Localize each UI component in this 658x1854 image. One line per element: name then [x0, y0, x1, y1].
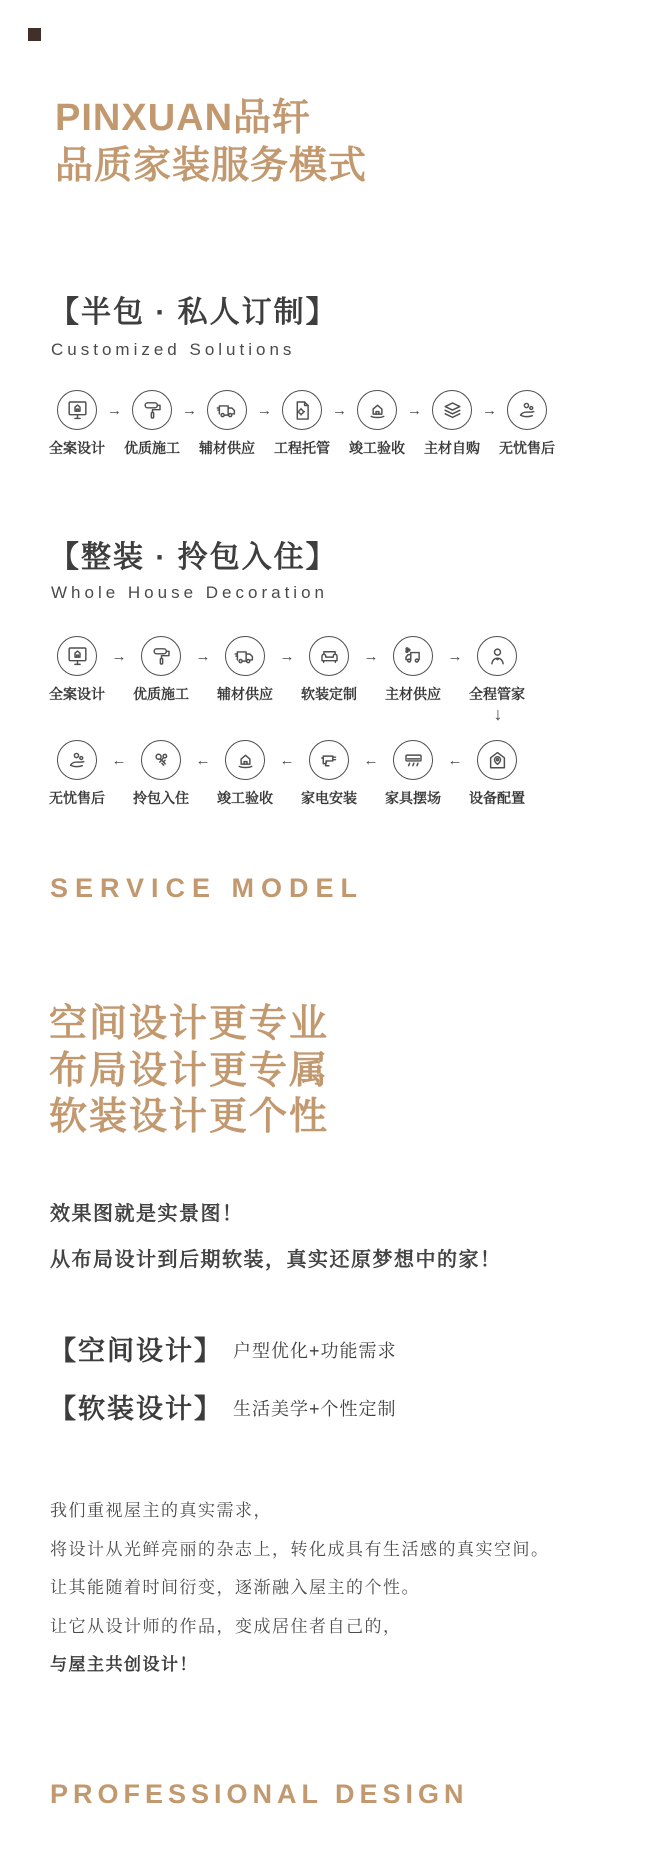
service-step: [198, 390, 256, 458]
service-step-label: 无忧售后: [49, 790, 105, 806]
service-hand-icon: [507, 390, 547, 430]
section-banbao-subtitle: Customized Solutions: [51, 340, 296, 359]
delivery-truck-icon: [225, 636, 265, 676]
service-step-label: 家具摆场: [385, 790, 441, 806]
design-items-list: [49, 1328, 397, 1444]
service-step: [498, 390, 556, 458]
arrow-right-icon: →: [107, 401, 122, 419]
service-step-label: 主材供应: [385, 686, 441, 702]
zhengzhuang-steps-row-2: [48, 740, 526, 808]
brand-title-line1: PINXUAN品轩: [55, 97, 312, 139]
service-step-label: 工程托管: [274, 440, 330, 456]
service-step: [348, 390, 406, 458]
zhengzhuang-steps-row-1: [48, 636, 526, 704]
document-gear-icon: [282, 390, 322, 430]
butler-icon: [477, 636, 517, 676]
service-step: [48, 636, 106, 704]
drill-icon: [309, 740, 349, 780]
brand-title: [55, 94, 367, 190]
delivery-truck-icon: [207, 390, 247, 430]
section-banbao-title: 【半包 · 私人订制】: [49, 296, 338, 329]
service-step: [48, 740, 106, 808]
arrow-right-icon: →: [111, 647, 127, 665]
service-step: [216, 636, 274, 704]
professional-design-heading: PROFESSIONAL DESIGN: [50, 1779, 469, 1809]
service-step: [123, 390, 181, 458]
service-step: [384, 636, 442, 704]
service-step: [300, 636, 358, 704]
paint-roller-icon: [141, 636, 181, 676]
house-inspection-icon: [225, 740, 265, 780]
design-item-desc: 生活美学+个性定制: [233, 1398, 397, 1419]
service-step-label: 无忧售后: [499, 440, 555, 456]
sofa-icon: [309, 636, 349, 676]
service-step: [132, 740, 190, 808]
philosophy-line4: 让它从设计师的作品，变成居住者自己的，: [50, 1616, 402, 1636]
truck-materials-icon: [393, 636, 433, 676]
service-step: [468, 740, 526, 808]
service-hand-icon: [57, 740, 97, 780]
design-item-title: 【空间设计】: [49, 1335, 223, 1366]
service-step-label: 竣工验收: [349, 440, 405, 456]
service-step-label: 全案设计: [49, 440, 105, 456]
section-zhengzhuang-subtitle: Whole House Decoration: [51, 583, 328, 602]
service-step-label: 优质施工: [124, 440, 180, 456]
service-step: [468, 636, 526, 704]
design-item: [49, 1328, 397, 1368]
air-conditioner-icon: [393, 740, 433, 780]
design-headline-line3: 软装设计更个性: [49, 1096, 330, 1138]
keys-icon: [141, 740, 181, 780]
service-step: [48, 390, 106, 458]
design-headline: [49, 1001, 329, 1141]
arrow-left-icon: ←: [279, 751, 295, 769]
monitor-design-icon: [57, 390, 97, 430]
design-item: [49, 1386, 397, 1426]
design-item-title: 【软装设计】: [49, 1393, 223, 1424]
design-intro-line1: 效果图就是实景图！: [50, 1203, 244, 1225]
service-step-label: 竣工验收: [217, 790, 273, 806]
design-headline-line2: 布局设计更专属: [49, 1049, 330, 1092]
arrow-right-icon: →: [407, 401, 422, 419]
arrow-right-icon: →: [482, 401, 497, 419]
house-pin-icon: [477, 740, 517, 780]
service-step-label: 辅材供应: [199, 440, 255, 456]
service-step-label: 设备配置: [469, 790, 525, 806]
service-step-label: 优质施工: [133, 686, 189, 702]
design-intro-line2: 从布局设计到后期软装，真实还原梦想中的家！: [50, 1249, 502, 1271]
arrow-left-icon: ←: [447, 751, 463, 769]
arrow-right-icon: →: [195, 647, 211, 665]
arrow-right-icon: →: [257, 401, 272, 419]
arrow-left-icon: ←: [363, 751, 379, 769]
philosophy-line1: 我们重视屋主的真实需求，: [50, 1501, 272, 1520]
philosophy-line3: 让其能随着时间衍变，逐渐融入屋主的个性。: [50, 1578, 420, 1597]
banbao-steps-row: [48, 390, 556, 458]
house-inspection-icon: [357, 390, 397, 430]
service-step: [384, 740, 442, 808]
arrow-down-icon: ↓: [493, 704, 503, 724]
service-step-label: 全案设计: [49, 686, 105, 702]
service-step: [216, 740, 274, 808]
brand-title-line2: 品质家装服务模式: [55, 145, 368, 187]
section-zhengzhuang-title: 【整装 · 拎包入住】: [49, 541, 338, 574]
arrow-right-icon: →: [363, 647, 379, 665]
design-item-desc: 户型优化+功能需求: [233, 1340, 397, 1361]
service-model-heading: SERVICE MODEL: [50, 873, 365, 903]
service-step-label: 软装定制: [301, 686, 357, 702]
brand-square-mark: [28, 28, 41, 41]
philosophy-line5: 与屋主共创设计！: [50, 1655, 198, 1674]
service-step: [423, 390, 481, 458]
layers-icon: [432, 390, 472, 430]
service-step-label: 全程管家: [469, 686, 525, 702]
service-step-label: 主材自购: [424, 440, 480, 456]
monitor-design-icon: [57, 636, 97, 676]
service-step: [300, 740, 358, 808]
paint-roller-icon: [132, 390, 172, 430]
service-step: [273, 390, 331, 458]
service-step-label: 辅材供应: [217, 686, 273, 702]
service-step-label: 家电安装: [301, 790, 357, 806]
arrow-left-icon: ←: [195, 751, 211, 769]
philosophy-paragraph: [50, 1492, 550, 1685]
arrow-right-icon: →: [332, 401, 347, 419]
arrow-right-icon: →: [182, 401, 197, 419]
philosophy-line2: 将设计从光鲜亮丽的杂志上，转化成具有生活感的真实空间。: [50, 1539, 550, 1559]
arrow-right-icon: →: [279, 647, 295, 665]
design-headline-line1: 空间设计更专业: [49, 1003, 330, 1045]
arrow-left-icon: ←: [111, 751, 127, 769]
service-step-label: 拎包入住: [133, 790, 189, 806]
arrow-right-icon: →: [447, 647, 463, 665]
service-step: [132, 636, 190, 704]
